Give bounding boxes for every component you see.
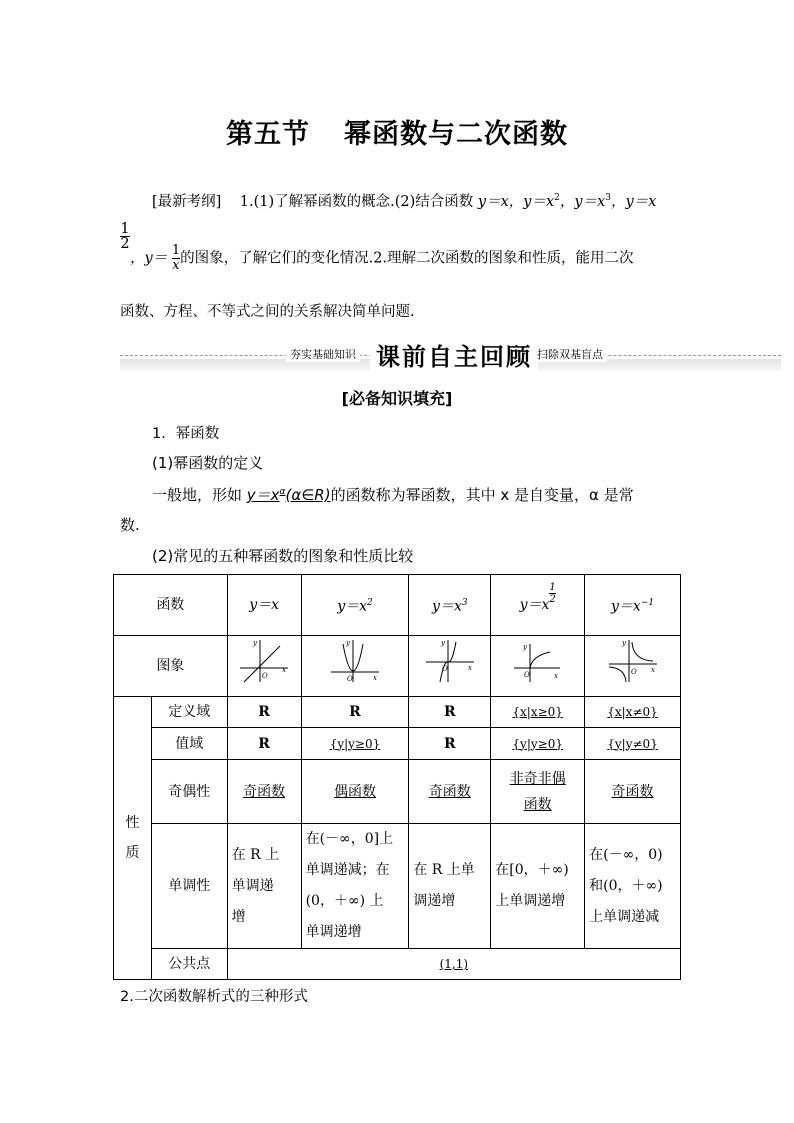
svg-text:y: y [440, 638, 445, 647]
mono-cell: 在 R 上 单调递 增 [227, 824, 301, 949]
banner-title: 课前自主回顾 [370, 337, 538, 372]
header-property: 性质 [114, 697, 152, 980]
graph-reciprocal [585, 636, 681, 697]
func-cell: y＝x [227, 575, 301, 636]
definition-text: 一般地，形如 $y=x^\alpha(\alpha\in R)$的函数称为幂函数，其中 x 是自变量，α 是常 [152, 486, 634, 504]
banner-right: 扫除双基盲点 [533, 346, 607, 362]
domain-cell: {x|x≠0} [585, 697, 681, 728]
parity-cell: 奇函数 [409, 760, 491, 824]
syllabus-line-1: [最新考纲] 1.(1)了解幂函数的概念.(2)结合函数 y＝x，$y=x^2$，$y=x^3$，y＝x [152, 193, 657, 210]
parity-cell: 非奇非偶 函数 [491, 760, 585, 824]
func-cell: $y=x^2$ [301, 575, 409, 636]
svg-text:O: O [523, 670, 530, 679]
range-cell: R [409, 728, 491, 760]
graph-linear [227, 636, 301, 697]
range-cell: R [227, 728, 301, 760]
graph-cube [409, 636, 491, 697]
definition-tail: 数. [120, 516, 140, 534]
svg-text:O: O [441, 664, 448, 673]
range-cell: {y|y≥0} [491, 728, 585, 760]
domain-cell: R [301, 697, 409, 728]
svg-text:y: y [253, 638, 258, 647]
svg-text:y: y [621, 638, 626, 647]
section-banner [120, 340, 781, 370]
svg-text:x: x [467, 663, 472, 672]
domain-cell: R [227, 697, 301, 728]
heading-power-function: 1．幂函数 [152, 426, 220, 442]
header-function: 函数 [114, 575, 228, 636]
svg-text:x: x [372, 673, 377, 682]
mono-cell: 在 R 上单 调递增 [409, 824, 491, 949]
common-point-value: (1,1) [227, 949, 680, 980]
svg-text:x: x [553, 671, 558, 680]
range-cell: {y|y≥0} [301, 728, 409, 760]
svg-text:y: y [345, 638, 350, 647]
func-cell: $y=x^3$ [409, 575, 491, 636]
parity-cell: 奇函数 [227, 760, 301, 824]
row-label-parity: 奇偶性 [151, 760, 227, 824]
svg-text:O: O [262, 671, 268, 680]
func-cell: y＝x $\frac{1}{2}$ [491, 575, 585, 636]
graph-square [301, 636, 409, 697]
subheading-comparison: (2)常见的五种幂函数的图象和性质比较 [152, 547, 414, 565]
half-exponent: 1 2 [120, 221, 130, 252]
power-function-table [113, 574, 681, 980]
svg-text:x: x [282, 665, 287, 674]
row-label-domain: 定义域 [151, 697, 227, 728]
mono-cell: 在[0，＋∞) 上单调递增 [491, 824, 585, 949]
header-graph: 图象 [114, 636, 228, 697]
row-label-monotonicity: 单调性 [151, 824, 227, 949]
func-cell: $y=x^{-1}$ [585, 575, 681, 636]
mono-cell: 在(－∞，0]上 单调递减；在 (0，＋∞) 上 单调递增 [301, 824, 409, 949]
syllabus-line-3: 函数、方程、不等式之间的关系解决简单问题. [120, 304, 415, 320]
section-heading: [必备知识填充] [341, 389, 453, 408]
svg-text:O: O [630, 667, 637, 676]
svg-text:y: y [522, 642, 527, 651]
range-cell: {y|y≠0} [585, 728, 681, 760]
mono-cell: 在(－∞，0) 和(0，＋∞) 上单调递减 [585, 824, 681, 949]
domain-cell: {x|x≥0} [491, 697, 585, 728]
row-label-common-point: 公共点 [151, 949, 227, 980]
subheading-definition: (1)幂函数的定义 [152, 454, 264, 472]
svg-text:x: x [650, 665, 655, 674]
next-heading: 2.二次函数解析式的三种形式 [120, 989, 308, 1005]
page-title: 第五节 幂函数与二次函数 [226, 119, 568, 150]
parity-cell: 偶函数 [301, 760, 409, 824]
svg-text:O: O [346, 674, 353, 683]
domain-cell: R [409, 697, 491, 728]
syllabus-line-2: ，y＝ $\frac{1}{x}$ 的图象，了解它们的变化情况.2.理解二次函数的图象和性质，能用二次 [130, 243, 634, 273]
parity-cell: 奇函数 [585, 760, 681, 824]
row-label-range: 值域 [151, 728, 227, 760]
graph-sqrt [491, 636, 585, 697]
banner-left: 夯实基础知识 [286, 346, 360, 362]
